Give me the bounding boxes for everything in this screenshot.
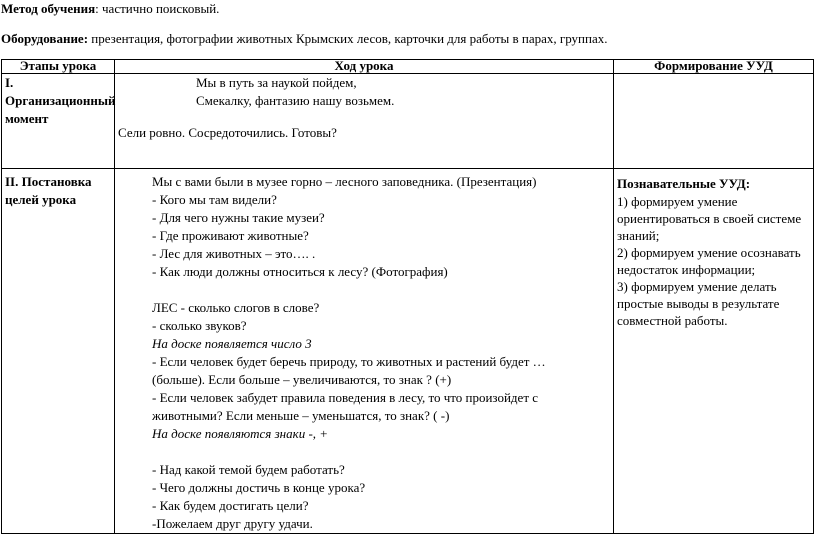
lesson-line: На доске появляется число 3	[152, 336, 312, 351]
lesson-line: - Чего должны достичь в конце урока?	[152, 480, 366, 495]
uud-cell-1	[614, 74, 814, 169]
lesson-line: животными? Если меньше – уменьшатся, то знак? ( -)	[152, 408, 450, 423]
lesson-table	[1, 59, 814, 534]
teaching-method-label: Метод обучения	[1, 1, 96, 16]
uud-cell-2	[614, 169, 814, 534]
equipment	[1, 31, 608, 47]
lesson-line: - Если человек будет беречь природу, то животных и растений будет …	[152, 354, 546, 369]
uud-item: простые выводы в результате	[617, 296, 780, 311]
equipment-value: презентация, фотографии животных Крымских лесов, карточки для работы в парах, группах.	[88, 31, 608, 46]
lesson-line: ЛЕС - сколько слогов в слове?	[152, 300, 320, 315]
lesson-line: - Если человек забудет правила поведения в лесу, то что произойдет с	[152, 390, 539, 405]
header-lesson-flow: Ход урока	[115, 60, 614, 74]
stage-cell-2	[2, 169, 115, 534]
lesson-line: - Над какой темой будем работать?	[152, 462, 345, 477]
stage-2-line: целей урока	[5, 192, 77, 207]
stage-1-line: I.	[5, 75, 14, 90]
lesson-line: -Пожелаем друг другу удачи.	[152, 516, 313, 531]
table-row-organizational	[2, 74, 814, 169]
uud-item: ориентироваться в своей системе	[617, 211, 802, 226]
lesson-cell-1	[115, 74, 614, 169]
lesson-line: - Как люди должны относиться к лесу? (Фотография)	[152, 264, 448, 279]
teaching-method	[1, 1, 219, 17]
lesson-line: - Лес для животных – это…. .	[152, 246, 316, 261]
lesson-line: На доске появляются знаки -, +	[152, 426, 329, 441]
poem-line: Мы в путь за наукой пойдем,	[196, 75, 357, 90]
lesson-line	[152, 281, 610, 299]
uud-item: совместной работы.	[617, 313, 728, 328]
lesson-line: - Как будем достигать цели?	[152, 498, 309, 513]
lesson-line	[152, 443, 610, 461]
uud-title: Познавательные УУД:	[617, 176, 751, 191]
uud-list	[617, 193, 810, 329]
table-header-row	[2, 60, 814, 74]
teaching-method-value: : частично поисковый.	[95, 1, 220, 16]
equipment-label: Оборудование:	[1, 31, 89, 46]
lesson-line: Мы с вами были в музее горно – лесного заповедника. (Презентация)	[152, 174, 537, 189]
lesson-line: - Для чего нужны такие музеи?	[152, 210, 325, 225]
header-stages: Этапы урока	[2, 60, 115, 74]
lesson-cell-2	[115, 169, 614, 534]
lesson-line: - сколько звуков?	[152, 318, 247, 333]
uud-item: 2) формируем умение осознавать	[617, 245, 801, 260]
table-row-goal-setting	[2, 169, 814, 534]
uud-item: 1) формируем умение	[617, 194, 738, 209]
poem-line: Смекалку, фантазию нашу возьмем.	[196, 93, 395, 108]
lesson-flow-lines	[118, 169, 610, 533]
lesson-line: - Где проживают животные?	[152, 228, 309, 243]
instruction-line: Сели ровно. Сосредоточились. Готовы?	[118, 125, 337, 140]
stage-cell-1	[2, 74, 115, 169]
uud-item: недостаток информации;	[617, 262, 756, 277]
uud-item: 3) формируем умение делать	[617, 279, 777, 294]
header-uud: Формирование УУД	[614, 60, 814, 74]
uud-item: знаний;	[617, 228, 660, 243]
stage-2-line: II. Постановка	[5, 174, 92, 189]
stage-1-line: Организационный	[5, 93, 116, 108]
lesson-line: - Кого мы там видели?	[152, 192, 277, 207]
lesson-line: (больше). Если больше – увеличиваются, то знак ? (+)	[152, 372, 452, 387]
stage-1-line: момент	[5, 111, 49, 126]
